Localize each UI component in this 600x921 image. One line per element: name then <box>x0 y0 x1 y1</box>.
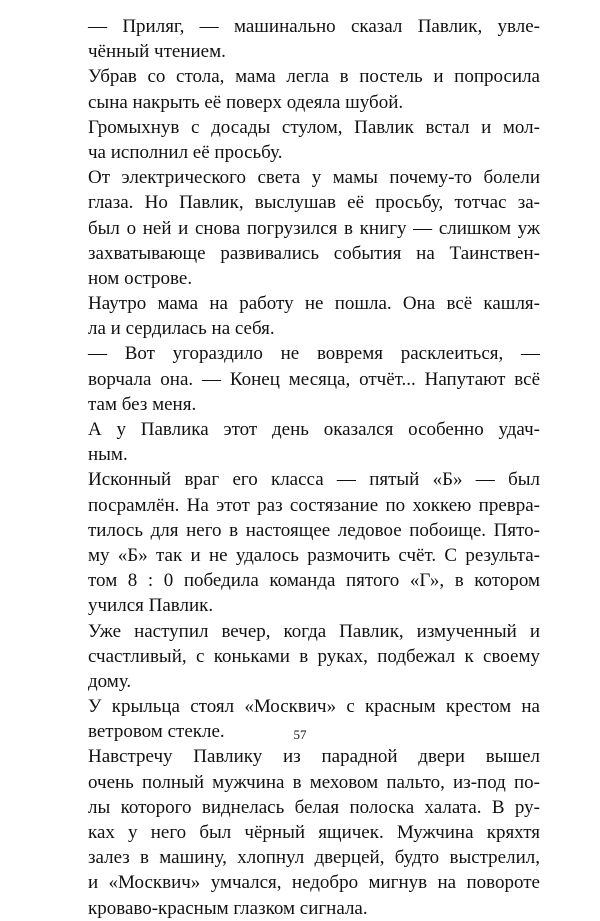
text-line: Наутро мама на работу не пошла. Она всё кашля- <box>88 293 540 315</box>
text-line: Навстречу Павлику из парадной двери вышел <box>88 746 540 768</box>
text-line: ным. <box>88 444 128 466</box>
text-line: очень полный мужчина в меховом пальто, из-под по- <box>88 771 540 793</box>
text-line: ворчала она. — Конец месяца, отчёт... Напутают всё <box>88 368 540 390</box>
text-line: дому. <box>88 670 132 692</box>
page-number: 57 <box>293 727 307 742</box>
text-line: Громыхнув с досады стулом, Павлик встал и мол- <box>88 116 540 138</box>
text-line: ветровом стекле. <box>88 721 225 743</box>
text-line: ла и сердилась на себя. <box>88 318 275 340</box>
text-line: чённый чтением. <box>88 41 226 63</box>
text-line: был о ней и снова погрузился в книгу — слишком уж <box>88 217 540 239</box>
text-line: ках у него был чёрный ящичек. Мужчина кряхтя <box>88 822 540 843</box>
book-page-text <box>88 14 540 921</box>
text-line: залез в машину, хлопнул дверцей, будто выстрелил, <box>88 847 540 869</box>
text-line: и «Москвич» умчался, недобро мигнув на повороте <box>88 872 540 894</box>
text-line: учился Павлик. <box>88 595 214 617</box>
text-line: глаза. Но Павлик, выслушав её просьбу, тотчас за- <box>88 192 540 214</box>
text-line: му «Б» так и не удалось размочить счёт. С результа- <box>88 544 540 566</box>
text-line: А у Павлика этот день оказался особенно удач- <box>88 419 540 440</box>
text-line: Уже наступил вечер, когда Павлик, измученный и <box>88 620 540 642</box>
text-line: — Приляг, — машинально сказал Павлик, увле- <box>88 16 540 37</box>
text-line: У крыльца стоял «Москвич» с красным крестом на <box>88 696 540 718</box>
text-line: ном острове. <box>88 267 193 289</box>
text-line: там без меня. <box>88 393 197 415</box>
text-line: лы которого виднелась белая полоска халата. В ру- <box>88 796 540 818</box>
text-line: том 8 : 0 победила команда пятого «Г», в котором <box>88 570 540 592</box>
text-line: захватывающе развивались события на Таинствен- <box>88 242 540 264</box>
text-line: Исконный враг его класса — пятый «Б» — был <box>88 469 540 491</box>
text-line: счастливый, с коньками в руках, подбежал к своему <box>88 645 540 667</box>
text-line: сына накрыть её поверх одеяла шубой. <box>88 91 404 113</box>
text-line: ча исполнил её просьбу. <box>88 141 283 163</box>
text-line: кроваво-красным глазком сигнала. <box>88 897 368 919</box>
text-line: тилось для него в настоящее ледовое побоище. Пято- <box>88 519 540 541</box>
text-line: — Вот угораздило не вовремя расклеиться, — <box>88 343 540 365</box>
text-line: От электрического света у мамы почему-то болели <box>88 167 540 189</box>
text-line: Убрав со стола, мама легла в постель и попросила <box>88 66 540 88</box>
text-line: посрамлён. На этот раз состязание по хоккею превра- <box>88 494 540 516</box>
